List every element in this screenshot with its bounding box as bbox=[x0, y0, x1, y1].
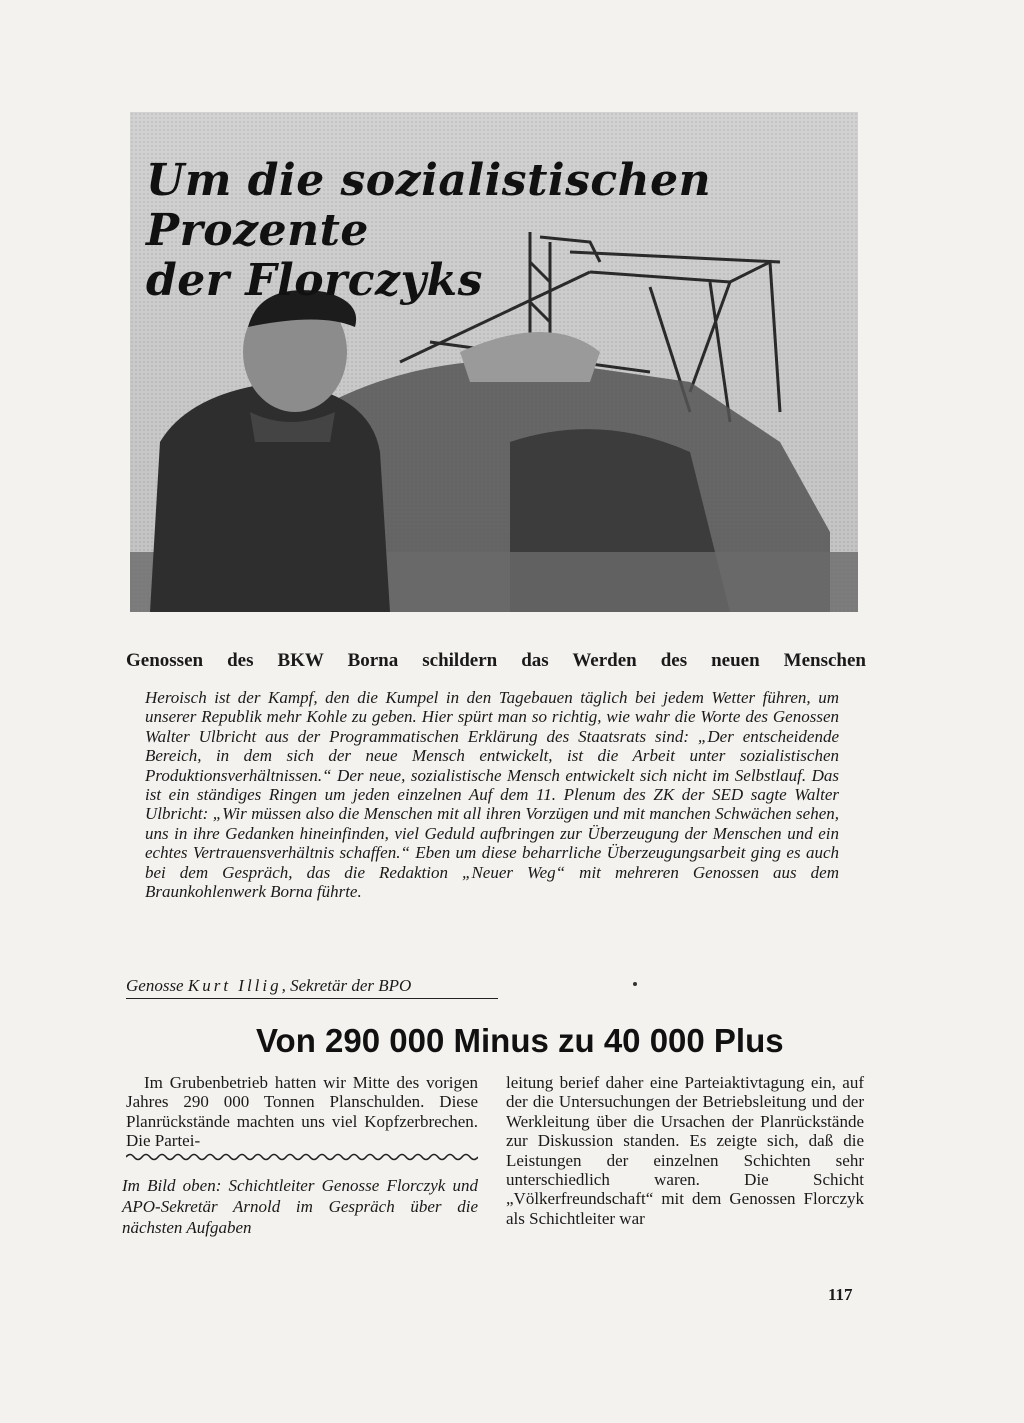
photo-title-line1: Um die sozialistischen Prozente bbox=[146, 155, 712, 256]
photo-title bbox=[146, 156, 858, 306]
article-lead: Heroisch ist der Kampf, den die Kumpel in den Tagebauen täglich bei jedem Wetter führen, um unserer Republik mehr Kohle zu geben. Hier spürt man so richtig, wie wahr die Worte des Genossen Walter Ulbricht aus der Programmatischen Erklärung des Staatsrats sind: „Der entscheidende Bereich, in dem sich der neue Mensch entwickelt, ist die Arbeit unter sozialistischen Produktionsverhältnissen.“ Der neue, sozialistische Mensch entwickelt sich nicht im Selbstlauf. Das ist ein ständiges Ringen um jeden einzelnen Auf dem 11. Plenum des ZK der SED sagte Walter Ulbricht: „Wir müssen also die Menschen mit all ihren Vorzügen und mit manchen Schwächen sehen, uns in ihre Gedanken hineinfinden, viel Geduld aufbringen zur Überzeugung der Menschen und ein echtes Vertrauensverhältnis schaffen.“ Eben um diese beharrliche Überzeugungsarbeit ging es auch bei dem Gespräch, das die Redaktion „Neuer Weg“ mit mehreren Genossen aus dem Braunkohlenwerk Borna führte. bbox=[145, 688, 839, 902]
body-column-left: Im Grubenbetrieb hatten wir Mitte des vorigen Jahres 290 000 Tonnen Planschulden. Diese Planrückstände machten uns viel Kopfzerbrechen. Die Partei- bbox=[126, 1073, 478, 1151]
byline-prefix: Genosse bbox=[126, 976, 188, 995]
byline-name: Kurt Illig bbox=[187, 976, 282, 995]
article-photo bbox=[130, 112, 858, 612]
byline bbox=[126, 976, 498, 999]
stray-dot bbox=[633, 982, 637, 986]
photo-caption: Im Bild oben: Schichtleiter Genosse Florczyk und APO-Sekretär Arnold im Gespräch über die nächsten Aufgaben bbox=[122, 1176, 478, 1237]
article-subtitle: Genossen des BKW Borna schildern das Werden des neuen Menschen bbox=[126, 650, 866, 671]
wavy-divider bbox=[126, 1152, 478, 1162]
byline-suffix: , Sekretär der BPO bbox=[281, 976, 412, 995]
photo-title-line2: der Florczyks bbox=[146, 255, 483, 306]
body-column-right: leitung berief daher eine Parteiaktivtagung ein, auf der die Untersuchungen der Betriebsleitung und der Werkleitung über die Ursachen der Planrückstände zur Diskussion standen. Es zeigte sich, daß die Leistungen der einzelnen Schichten sehr unterschiedlich waren. Die Schicht „Völkerfreundschaft“ mit dem Genossen Florczyk als Schichtleiter war bbox=[506, 1073, 864, 1228]
page-number: 117 bbox=[828, 1285, 853, 1304]
article-headline: Von 290 000 Minus zu 40 000 Plus bbox=[256, 1022, 784, 1059]
